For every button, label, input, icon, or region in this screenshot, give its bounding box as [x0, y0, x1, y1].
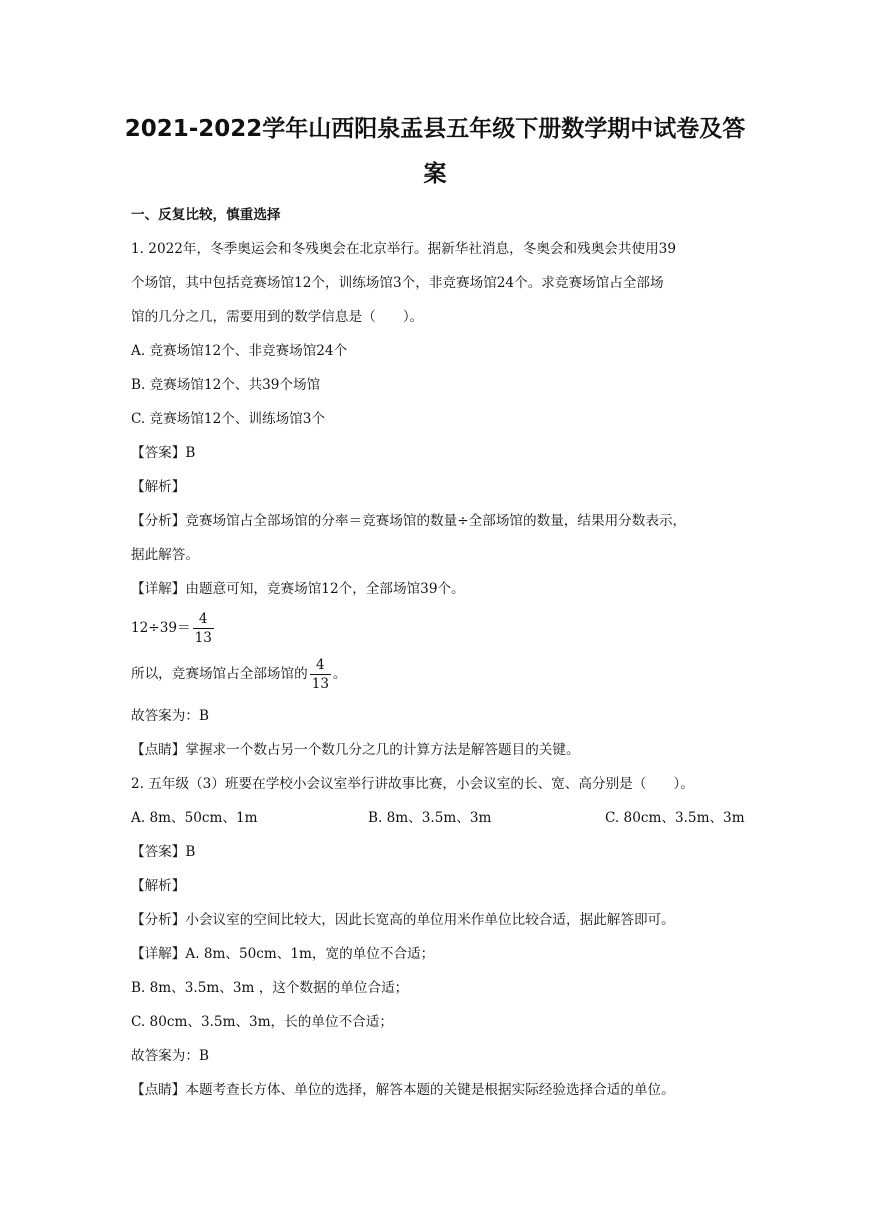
q1-dianjing: 【点睛】掌握求一个数占另一个数几分之几的计算方法是解答题目的关键。 [131, 742, 580, 758]
q1-fenxi-line2: 据此解答。 [131, 547, 199, 563]
section-heading: 一、反复比较，慎重选择 [131, 207, 281, 223]
q2-option-b: B. 8m、3.5m、3m [368, 810, 492, 826]
calc-expression: 12÷39＝ [131, 620, 191, 636]
q2-option-c: C. 80cm、3.5m、3m [605, 810, 745, 826]
q1-stem-line3: 馆的几分之几，需要用到的数学信息是（ ）。 [131, 309, 424, 325]
fraction-denominator: 13 [194, 630, 212, 646]
q2-xiangjie-c: C. 80cm、3.5m、3m，长的单位不合适； [131, 1014, 393, 1030]
q1-stem-line1: 1. 2022年，冬季奥运会和冬残奥会在北京举行。据新华社消息，冬奥会和残奥会共使用39 [131, 241, 676, 257]
q2-xiangjie-b: B. 8m、3.5m、3m ，这个数据的单位合适； [131, 980, 409, 996]
fraction [310, 656, 331, 693]
q2-option-a: A. 8m、50cm、1m [131, 810, 258, 826]
q1-fenxi-line1: 【分析】竞赛场馆占全部场馆的分率＝竞赛场馆的数量÷全部场馆的数量，结果用分数表示， [131, 513, 687, 529]
q1-xiangjie: 【详解】由题意可知，竞赛场馆12个，全部场馆39个。 [131, 581, 465, 597]
q2-answer: 【答案】B [131, 844, 196, 860]
q1-option-a: A. 竞赛场馆12个、非竞赛场馆24个 [131, 343, 348, 359]
fraction-numerator: 4 [316, 657, 325, 673]
fraction-numerator: 4 [198, 611, 208, 627]
conclusion-prefix: 所以，竞赛场馆占全部场馆的 [131, 666, 308, 682]
q2-analysis-label: 【解析】 [131, 878, 186, 894]
q1-final-answer: 故答案为：B [131, 708, 209, 724]
fraction-denominator: 13 [311, 676, 330, 692]
q2-stem: 2. 五年级（3）班要在学校小会议室举行讲故事比赛，小会议室的长、宽、高分别是（ ）。 [131, 776, 694, 792]
fraction [193, 610, 214, 647]
q1-conclusion [131, 656, 347, 693]
q1-answer: 【答案】B [131, 445, 196, 461]
document-title-line2: 案 [423, 161, 447, 187]
q1-option-c: C. 竞赛场馆12个、训练场馆3个 [131, 411, 326, 427]
document-title-line1: 2021-2022学年山西阳泉盂县五年级下册数学期中试卷及答 [124, 116, 746, 142]
q1-calculation [131, 610, 216, 647]
q2-dianjing: 【点睛】本题考查长方体、单位的选择，解答本题的关键是根据实际经验选择合适的单位。 [131, 1082, 675, 1098]
q2-final-answer: 故答案为：B [131, 1048, 209, 1064]
q2-xiangjie-a: 【详解】A. 8m、50cm、1m，宽的单位不合适； [131, 946, 435, 962]
q2-fenxi: 【分析】小会议室的空间比较大，因此长宽高的单位用米作单位比较合适，据此解答即可。 [131, 912, 675, 928]
q1-option-b: B. 竞赛场馆12个、共39个场馆 [131, 377, 321, 393]
q1-analysis-label: 【解析】 [131, 479, 186, 495]
conclusion-suffix: 。 [333, 666, 347, 682]
q1-stem-line2: 个场馆，其中包括竞赛场馆12个，训练场馆3个，非竞赛场馆24个。求竞赛场馆占全部场 [131, 275, 664, 291]
